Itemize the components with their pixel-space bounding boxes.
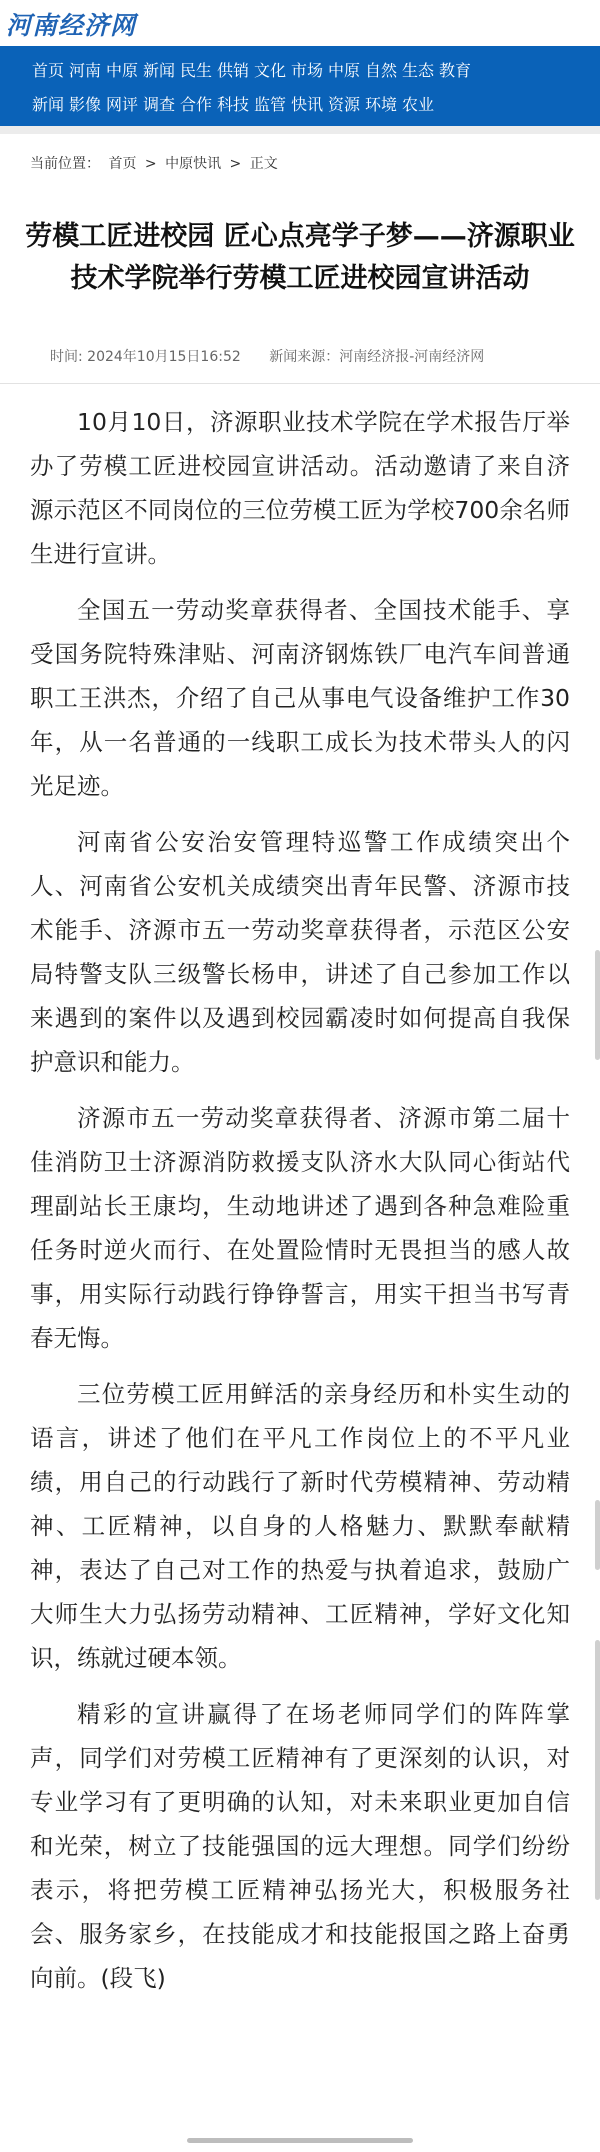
article-paragraph: 河南省公安治安管理特巡警工作成绩突出个人、河南省公安机关成绩突出青年民警、济源市技术能手、济源市五一劳动奖章获得者，示范区公安局特警支队三级警长杨申，讲述了自己参加工作以来遇到的案件以及遇到校园霸凌时如何提高自我保护意识和能力。 — [30, 828, 570, 1076]
article-paragraph: 10月10日，济源职业技术学院在学术报告厅举办了劳模工匠进校园宣讲活动。活动邀请了来自济源示范区不同岗位的三位劳模工匠为学校700余名师生进行宣讲。 — [30, 408, 570, 568]
nav-item[interactable]: 中原 — [106, 60, 139, 80]
breadcrumb-category[interactable]: 中原快讯 — [165, 156, 222, 172]
breadcrumb-home[interactable]: 首页 — [108, 156, 137, 172]
breadcrumb-prefix: 当前位置： — [30, 156, 100, 172]
article-paragraph: 全国五一劳动奖章获得者、全国技术能手、享受国务院特殊津贴、河南济钢炼铁厂电汽车间普通职工王洪杰，介绍了自己从事电气设备维护工作30年，从一名普通的一线职工成长为技术带头人的闪光足迹。 — [30, 596, 570, 800]
nav-item[interactable]: 影像 — [69, 94, 102, 114]
scrollbar-thumb[interactable] — [595, 1640, 600, 1900]
article-paragraph: 精彩的宣讲赢得了在场老师同学们的阵阵掌声，同学们对劳模工匠精神有了更深刻的认识，对专业学习有了更明确的认知，对未来职业更加自信和光荣，树立了技能强国的远大理想。同学们纷纷表示，将把劳模工匠精神弘扬光大，积极服务社会、服务家乡，在技能成才和技能报国之路上奋勇向前。(段飞) — [30, 1700, 570, 1992]
nav-item[interactable]: 调查 — [143, 94, 176, 114]
nav-item[interactable]: 文化 — [254, 60, 287, 80]
nav-row-2 — [0, 87, 600, 119]
scrollbar-thumb[interactable] — [595, 1500, 600, 1570]
breadcrumb — [30, 153, 282, 173]
scrollbar-thumb[interactable] — [595, 950, 600, 1060]
nav-item[interactable]: 河南 — [69, 60, 102, 80]
article-paragraph: 济源市五一劳动奖章获得者、济源市第二届十佳消防卫士济源消防救援支队济水大队同心街站代理副站长王康均，生动地讲述了遇到各种急难险重任务时逆火而行、在处置险情时无畏担当的感人故事，用实际行动践行铮铮誓言，用实干担当书写青春无悔。 — [30, 1104, 570, 1352]
article-title: 劳模工匠进校园 匠心点亮学子梦——济源职业技术学院举行劳模工匠进校园宣讲活动 — [25, 221, 575, 295]
breadcrumb-separator: > — [144, 156, 157, 172]
nav-item[interactable]: 网评 — [106, 94, 139, 114]
nav-item[interactable]: 自然 — [365, 60, 398, 80]
nav-row-1 — [0, 53, 600, 85]
nav-item[interactable]: 资源 — [328, 94, 361, 114]
site-logo[interactable]: 河南经济网 — [6, 11, 137, 40]
news-source: 新闻来源：河南经济报-河南经济网 — [269, 349, 485, 365]
nav-item[interactable]: 教育 — [439, 60, 472, 80]
breadcrumb-separator: > — [229, 156, 242, 172]
nav-item[interactable]: 首页 — [32, 60, 65, 80]
nav-item[interactable]: 农业 — [402, 94, 435, 114]
breadcrumb-current: 正文 — [249, 156, 278, 172]
nav-item[interactable]: 合作 — [180, 94, 213, 114]
nav-item[interactable]: 民生 — [180, 60, 213, 80]
nav-item[interactable]: 环境 — [365, 94, 398, 114]
publish-time: 时间: 2024年10月15日16:52 — [50, 349, 241, 365]
section-divider — [0, 126, 600, 134]
nav-item[interactable]: 生态 — [402, 60, 435, 80]
article-body — [30, 400, 570, 2012]
nav-item[interactable]: 新闻 — [143, 60, 176, 80]
nav-item[interactable]: 新闻 — [32, 94, 65, 114]
nav-item[interactable]: 快讯 — [291, 94, 324, 114]
home-indicator[interactable] — [187, 2138, 413, 2143]
nav-item[interactable]: 监管 — [254, 94, 287, 114]
nav-item[interactable]: 供销 — [217, 60, 250, 80]
nav-item[interactable]: 中原 — [328, 60, 361, 80]
nav-item[interactable]: 科技 — [217, 94, 250, 114]
meta-divider — [0, 383, 600, 384]
article-paragraph: 三位劳模工匠用鲜活的亲身经历和朴实生动的语言，讲述了他们在平凡工作岗位上的不平凡业绩，用自己的行动践行了新时代劳模精神、劳动精神、工匠精神，以自身的人格魅力、默默奉献精神，表达了自己对工作的热爱与执着追求，鼓励广大师生大力弘扬劳动精神、工匠精神，学好文化知识，练就过硬本领。 — [30, 1380, 570, 1672]
site-header — [0, 0, 600, 46]
main-nav — [0, 46, 600, 126]
article-meta — [50, 346, 484, 366]
nav-item[interactable]: 市场 — [291, 60, 324, 80]
